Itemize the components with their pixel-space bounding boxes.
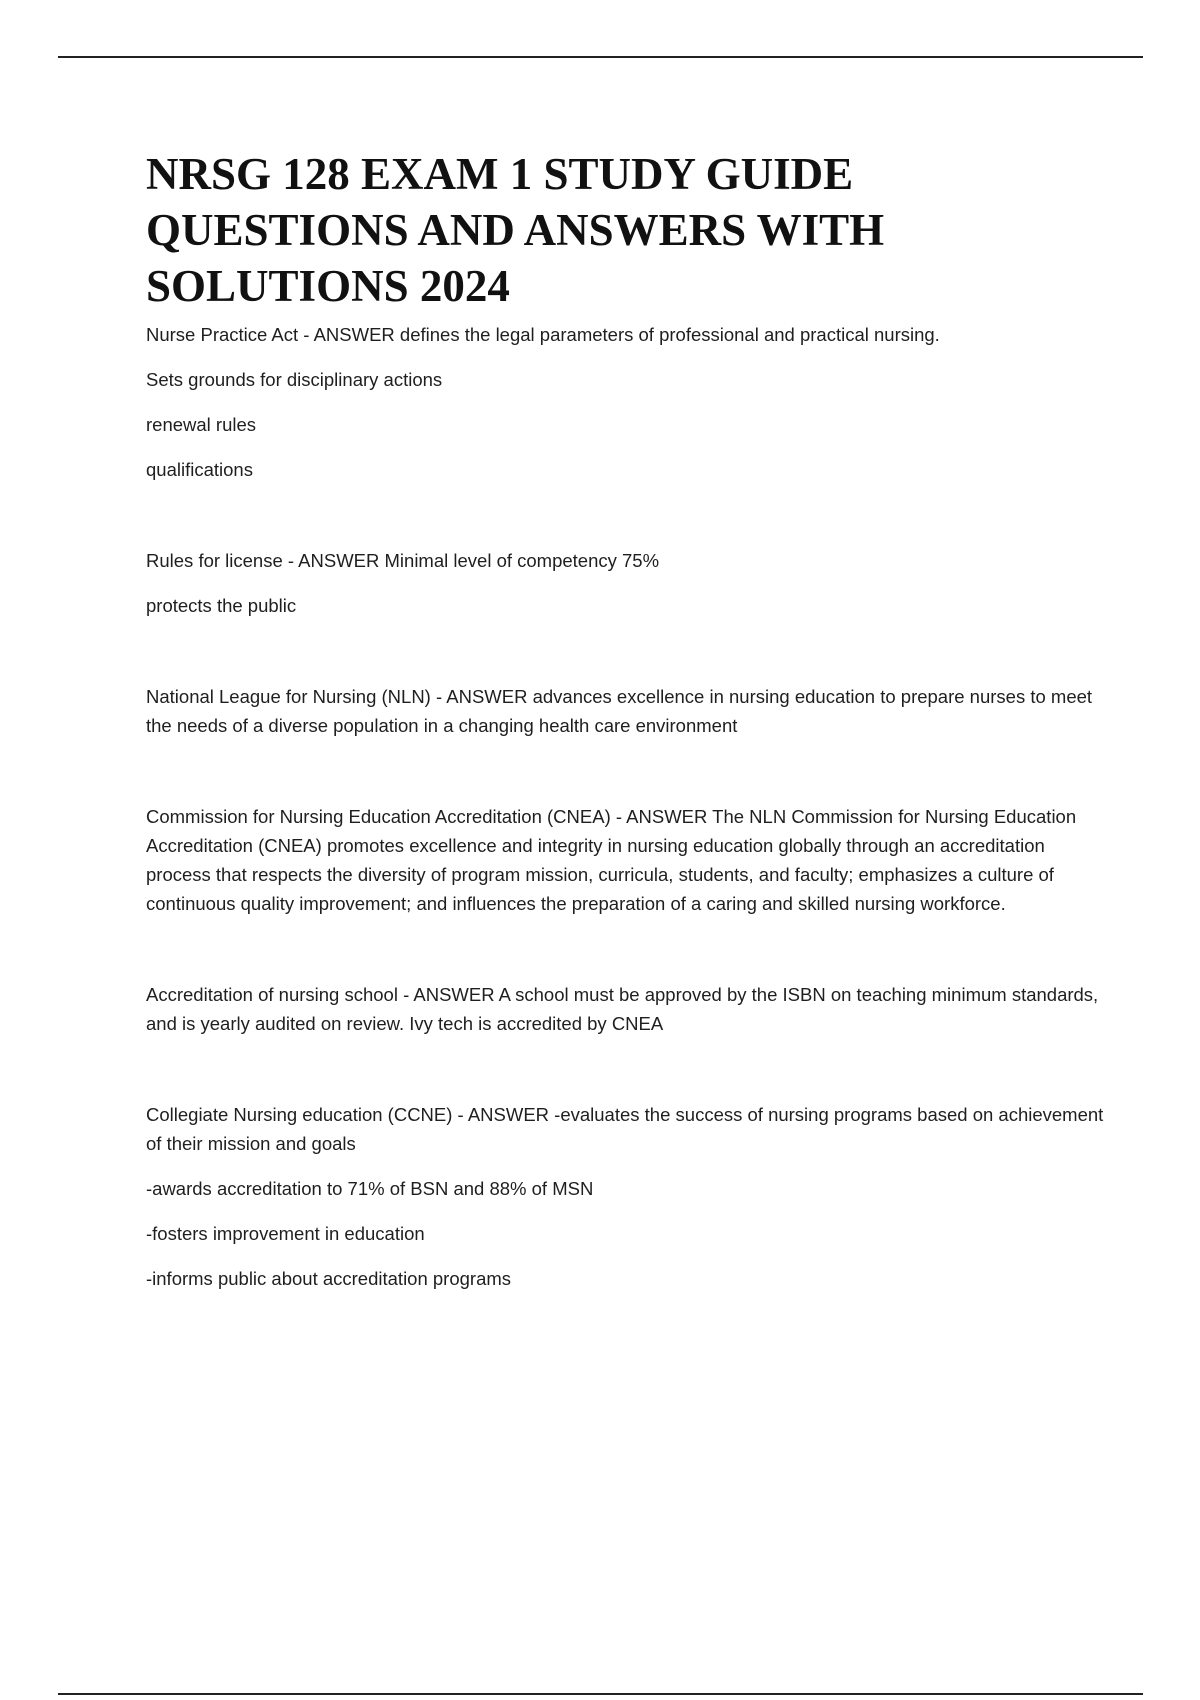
document-body — [146, 146, 1106, 1309]
spacer — [146, 636, 1106, 682]
page-title: NRSG 128 EXAM 1 STUDY GUIDE QUESTIONS AND ANSWERS WITH SOLUTIONS 2024 — [146, 149, 885, 311]
qa-entry-rules-for-license — [146, 546, 1106, 620]
entry-text: National League for Nursing (NLN) - ANSWER advances excellence in nursing education to prepare nurses to meet the needs of a diverse population in a changing health care environment — [146, 686, 1093, 736]
entry-text: -awards accreditation to 71% of BSN and 88% of MSN — [146, 1178, 594, 1199]
qa-entry-accreditation-of-nursing-school — [146, 980, 1106, 1038]
entry-text: -informs public about accreditation programs — [146, 1268, 512, 1289]
qa-entry-cnea — [146, 802, 1106, 918]
spacer — [146, 500, 1106, 546]
qa-entry-nurse-practice-act — [146, 320, 1106, 484]
entry-text: renewal rules — [146, 414, 257, 435]
entry-text: Collegiate Nursing education (CCNE) - ANSWER -evaluates the success of nursing programs based on achievement of their mission and goals — [146, 1104, 1104, 1154]
entry-text: Accreditation of nursing school - ANSWER A school must be approved by the ISBN on teaching minimum standards, and is yearly audited on review. Ivy tech is accredited by CNEA — [146, 984, 1099, 1034]
entry-text: Rules for license - ANSWER Minimal level of competency 75% — [146, 550, 660, 571]
entry-text: Nurse Practice Act - ANSWER defines the legal parameters of professional and practical nursing. — [146, 324, 940, 345]
qa-entry-nln — [146, 682, 1106, 740]
entry-text: Sets grounds for disciplinary actions — [146, 369, 443, 390]
spacer — [146, 756, 1106, 802]
entry-text: qualifications — [146, 459, 253, 480]
spacer — [146, 1054, 1106, 1100]
entry-text: protects the public — [146, 595, 297, 616]
entry-text: Commission for Nursing Education Accreditation (CNEA) - ANSWER The NLN Commission for Nursing Education Accreditation (CNEA) promotes excellence and integrity in nursing education globally through an accreditation process that respects the diversity of program mission, curricula, students, and faculty; emphasizes a culture of continuous quality improvement; and influences the preparation of a caring and skilled nursing workforce. — [146, 806, 1077, 914]
bottom-rule — [58, 1693, 1143, 1695]
qa-entry-ccne — [146, 1100, 1106, 1293]
spacer — [146, 934, 1106, 980]
entry-text: -fosters improvement in education — [146, 1223, 425, 1244]
top-rule — [58, 56, 1143, 58]
